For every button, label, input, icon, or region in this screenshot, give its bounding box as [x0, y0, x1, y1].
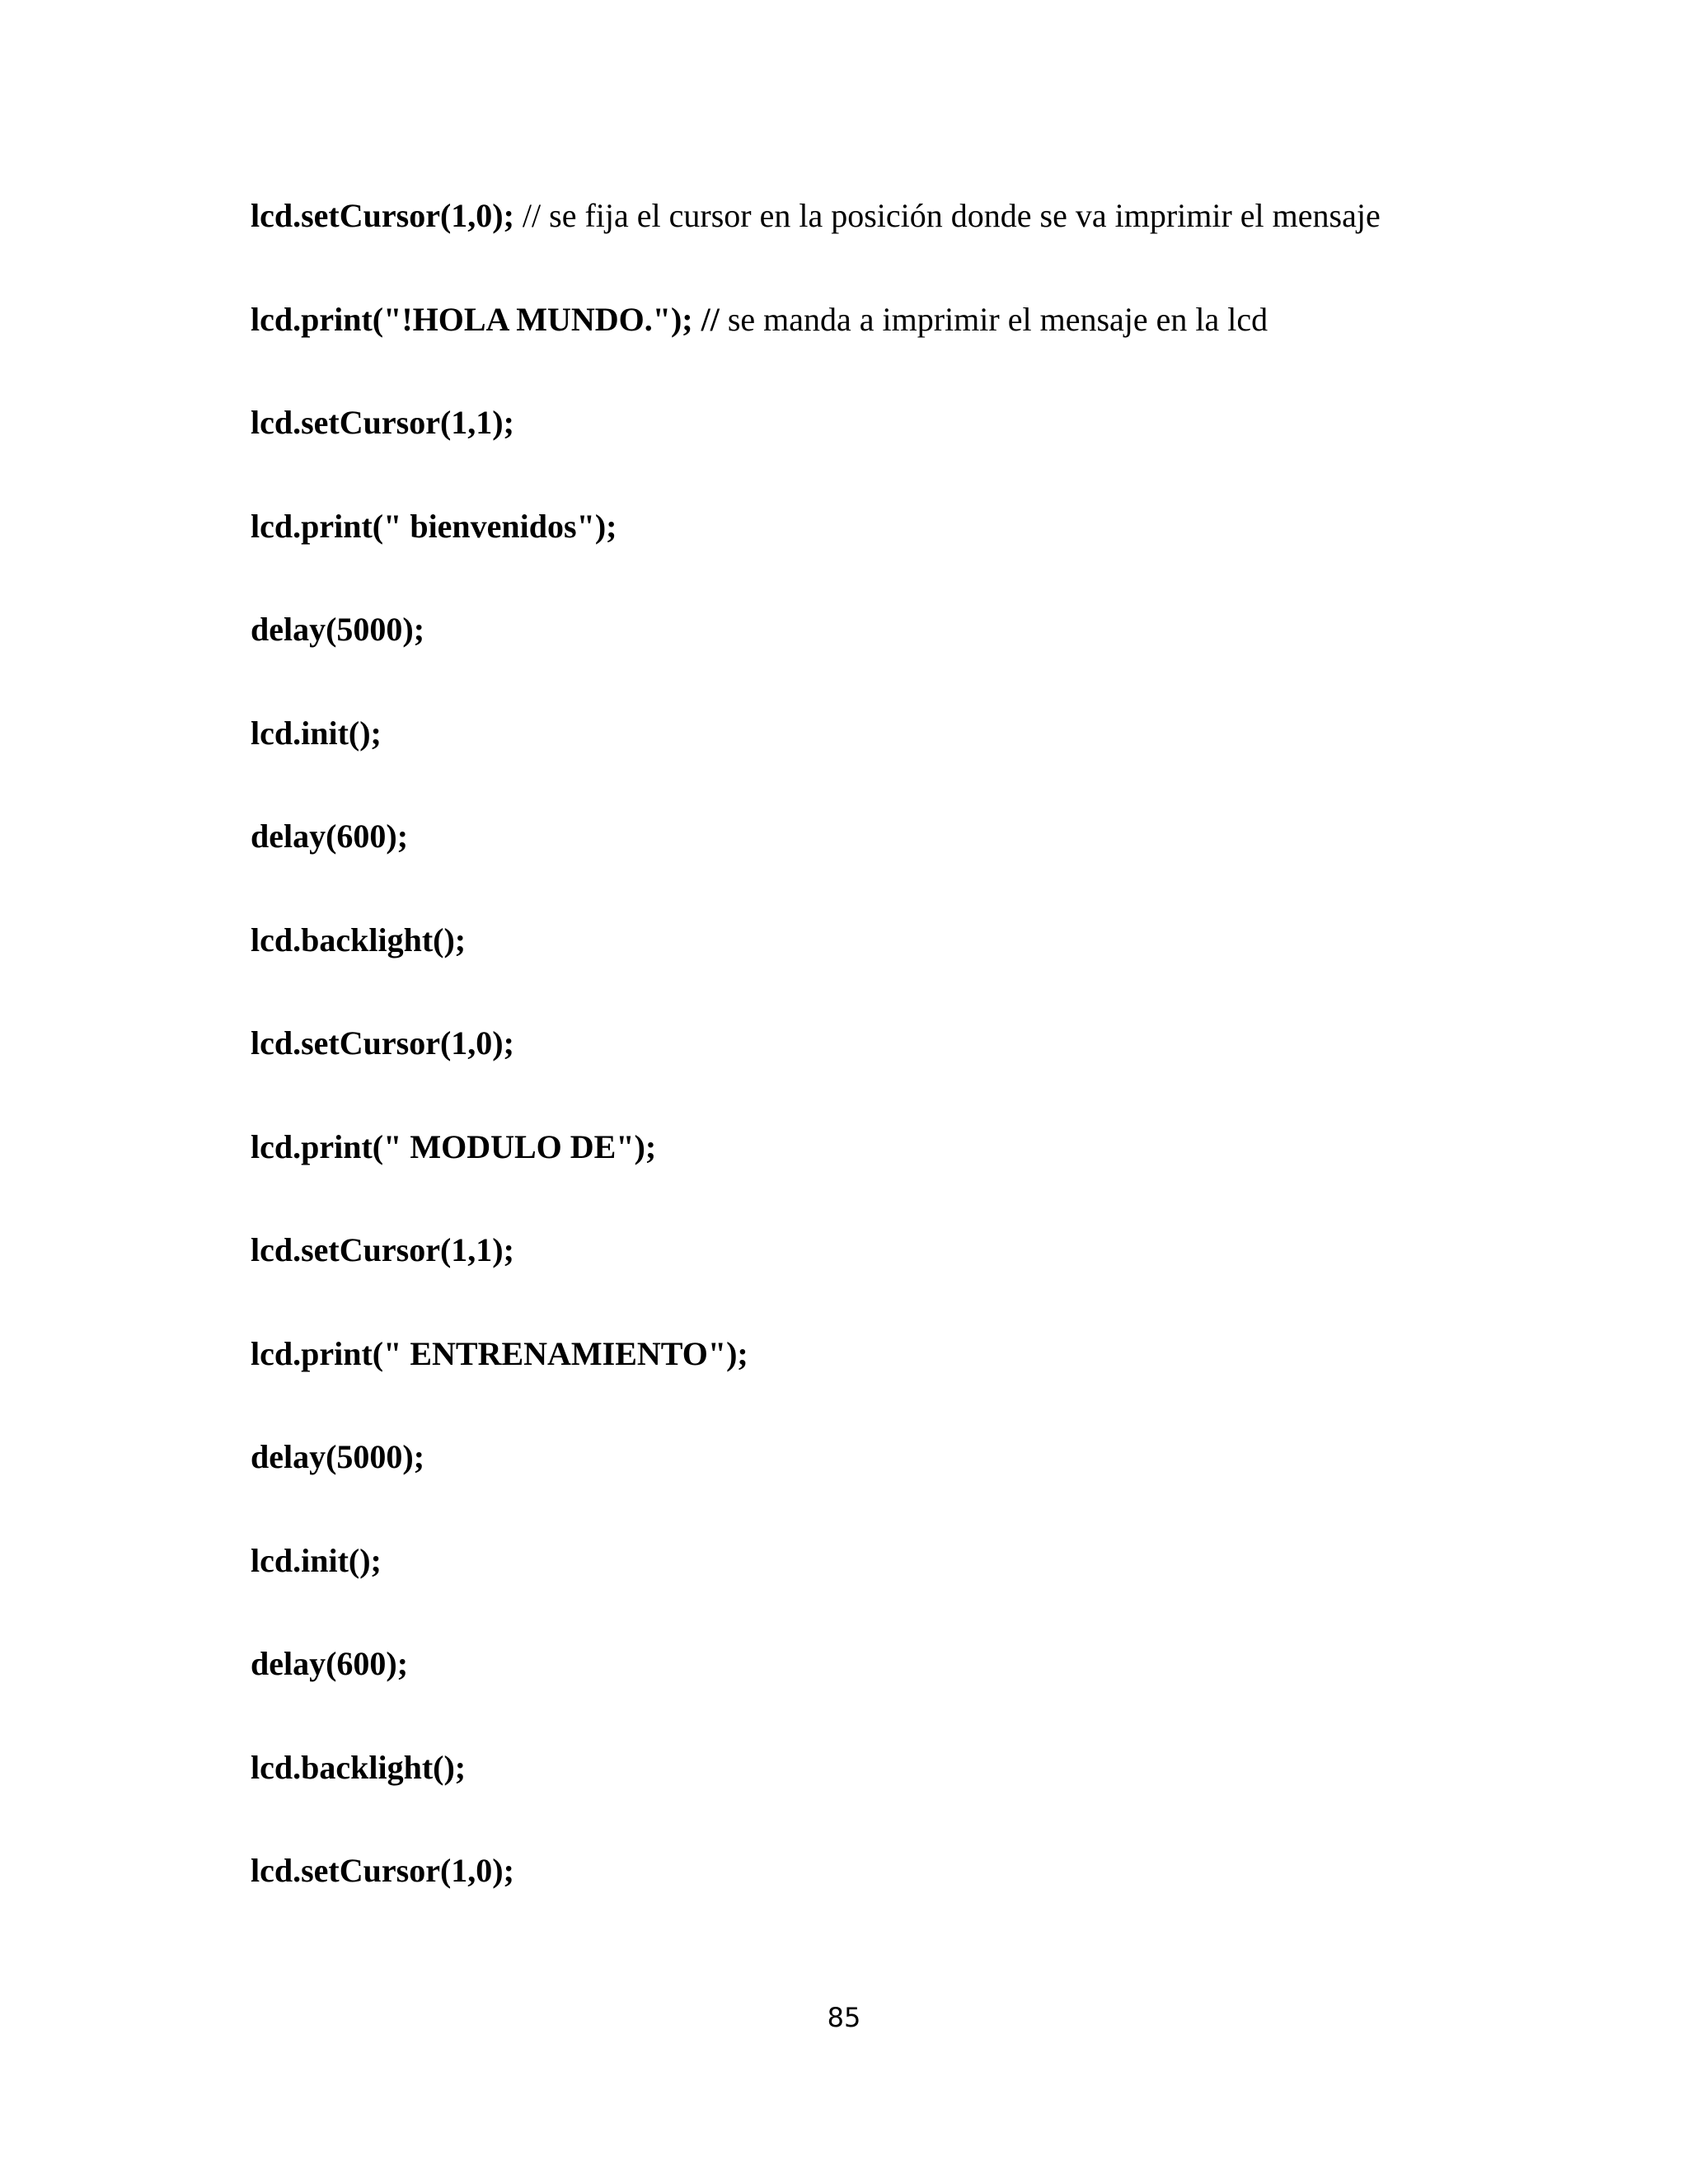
- code-text: lcd.setCursor(1,0);: [251, 197, 514, 234]
- code-text: delay(600);: [251, 818, 409, 855]
- code-line: [251, 1114, 1569, 1218]
- code-line: [251, 1217, 1569, 1321]
- code-line: [251, 390, 1569, 494]
- code-text: lcd.setCursor(1,0);: [251, 1024, 514, 1062]
- code-text: delay(5000);: [251, 611, 425, 648]
- code-line: [251, 804, 1569, 907]
- code-line: [251, 494, 1569, 598]
- code-text: delay(5000);: [251, 1438, 425, 1475]
- code-text: lcd.backlight();: [251, 921, 467, 958]
- code-text: lcd.print(" bienvenidos");: [251, 507, 617, 545]
- code-text: lcd.backlight();: [251, 1748, 467, 1786]
- page-number: 85: [827, 2002, 861, 2033]
- code-text: lcd.print(" ENTRENAMIENTO");: [251, 1334, 748, 1372]
- code-line: [251, 1838, 1569, 1942]
- code-line: [251, 183, 1569, 287]
- code-text: lcd.print("!HOLA MUNDO."); //: [251, 300, 720, 338]
- code-line: [251, 1424, 1569, 1528]
- code-comment: se manda a imprimir el mensaje en la lcd: [719, 300, 1268, 338]
- code-line: [251, 1528, 1569, 1632]
- code-line: [251, 1321, 1569, 1425]
- code-line: [251, 701, 1569, 804]
- code-comment: // se fija el cursor en la posición donde se va imprimir el mensaje: [513, 197, 1381, 234]
- code-text: lcd.init();: [251, 1541, 382, 1579]
- code-text: lcd.print(" MODULO DE");: [251, 1127, 657, 1165]
- code-line: [251, 1010, 1569, 1114]
- code-line: [251, 1735, 1569, 1839]
- code-text: lcd.init();: [251, 714, 382, 752]
- code-listing: [251, 183, 1569, 1942]
- code-line: [251, 287, 1569, 391]
- code-text: lcd.setCursor(1,0);: [251, 1852, 514, 1889]
- code-line: [251, 1631, 1569, 1735]
- code-text: delay(600);: [251, 1645, 409, 1682]
- code-text: lcd.setCursor(1,1);: [251, 1231, 514, 1268]
- code-line: [251, 597, 1569, 701]
- code-line: [251, 907, 1569, 1011]
- code-text: lcd.setCursor(1,1);: [251, 404, 514, 441]
